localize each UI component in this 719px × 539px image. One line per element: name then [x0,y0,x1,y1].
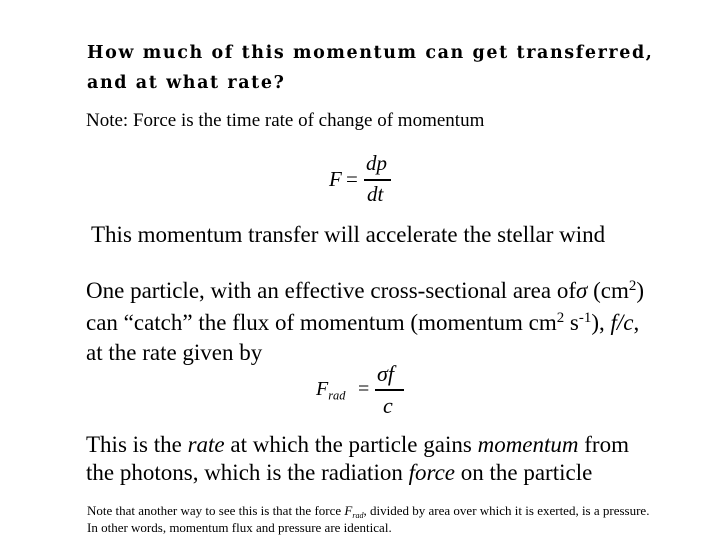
sigma-symbol: σ [576,278,588,303]
title-line-2: and at what rate? [87,73,286,93]
p2-l2-end: on the particle [455,460,593,485]
footnote-line-1 [87,502,649,519]
eq2-f: f [387,361,394,386]
p2-l1-end: from [578,432,629,457]
p1-l1-unit: (cm [587,278,629,303]
fn-sub: rad [352,510,364,520]
eq1-fraction-bar [364,179,391,181]
statement-text: This momentum transfer will accelerate the stellar wind [91,222,606,247]
eq1-numerator: dp [366,151,387,175]
momentum-emph: momentum [477,432,579,457]
title-line-1: How much of this momentum can get transferred, [87,43,654,63]
paragraph1-line-1 [86,278,644,304]
p2-l1-text: This is the [86,432,188,457]
force-emph: force [408,460,455,485]
eq2-fraction-bar [375,389,404,391]
p1-l2-s: s [564,310,579,335]
eq2-lhs [316,378,345,401]
fn-F: F [344,503,353,518]
p1-l2-text: can “catch” the flux of momentum (momentum cm [86,310,557,335]
p1-l2-close: ), [591,310,611,335]
eq1-equals: = [346,167,358,191]
eq2-numerator [377,361,394,387]
fn-l1-end: , divided by area over which it is exerted, is a pressure. [363,503,650,518]
fn-l1-text: Note that another way to see this is that the force [87,503,345,518]
paragraph1-line-3: at the rate given by [86,340,263,365]
eq2-equals: = [358,378,370,400]
p2-l2-text: the photons, which is the radiation [86,460,409,485]
eq2-sub: rad [328,388,346,403]
p1-l1-text: One particle, with an effective cross-sectional area of [86,278,577,303]
f-variable: f [610,310,617,335]
eq2-F: F [316,378,329,400]
paragraph2-line-1 [86,432,629,458]
p1-l2-sup2: -1 [578,309,592,326]
p1-l1-close: ) [636,278,645,303]
p1-l2-sup1: 2 [556,309,565,326]
p1-l1-sup: 2 [628,277,637,294]
note-text: Note: Force is the time rate of change of momentum [86,110,485,131]
eq1-denominator: dt [367,182,384,206]
footnote-line-2: In other words, momentum flux and pressure are identical. [87,520,392,535]
p2-l1-mid: at which the particle gains [224,432,478,457]
eq2-denominator: c [383,393,393,418]
eq1-lhs: F [329,167,342,191]
c-variable: c [623,310,634,335]
slash: / [616,310,624,335]
paragraph1-line-2 [86,310,639,336]
p1-l2-comma: , [633,310,640,335]
paragraph2-line-2 [86,460,592,486]
rate-emph: rate [187,432,225,457]
eq2-sigma: σ [377,361,388,386]
